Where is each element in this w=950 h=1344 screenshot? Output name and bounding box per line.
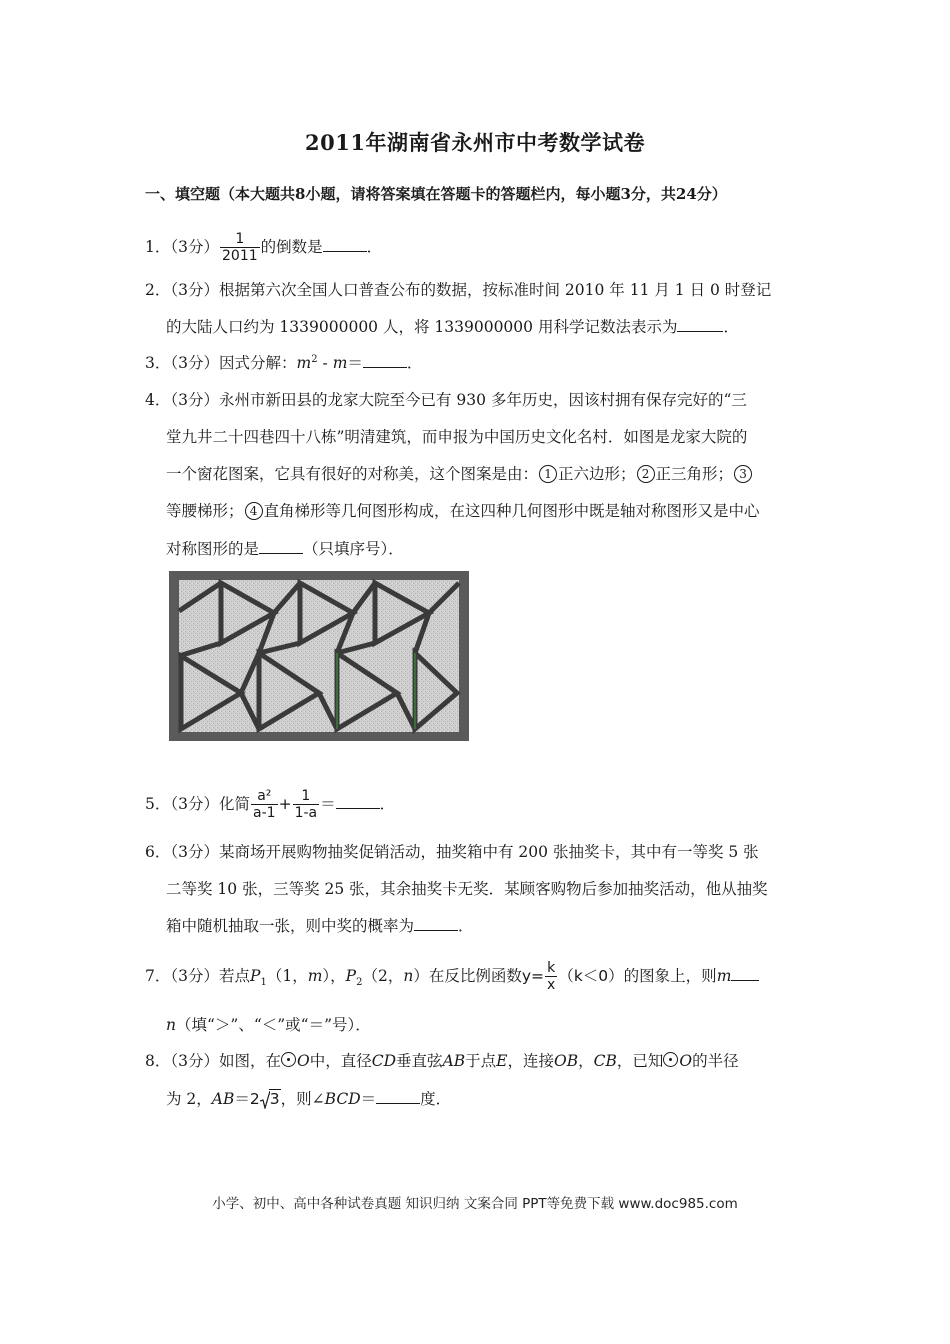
question-2-line-2: 的大陆人口约为 1339000000 人，将 1339000000 用科学记数法表示为 ． xyxy=(166,318,739,336)
question-4: 4．（3分）永州市新田县的龙家大院至今已有 930 多年历史，因该村拥有保存完好的“三 xyxy=(145,391,747,409)
question-3: 3．（3分）因式分解：$m^2 - m=$ ． xyxy=(145,353,423,372)
question-4-line-5: 对称图形的是 （只填序号）． xyxy=(166,540,404,558)
square-root: 3 xyxy=(260,1090,281,1108)
question-7: 7．（3分）若点$P_1(1$，m），$P_2(2$，n）在反比例函数y= $\frac{k}{x}$ （k＜0）的图象上，则m xyxy=(145,960,759,994)
answer-blank[interactable] xyxy=(363,353,407,368)
fraction: $\frac{1}{2011}$ xyxy=(222,231,258,264)
question-4-line-4: 等腰梯形； 4 直角梯形等几何图形构成，在这四种几何图形中既是轴对称图形又是中心 xyxy=(166,502,760,520)
question-8: 8．（3分）如图，在 O中，直径CD垂直弦AB于点E，连接OB，CB，已知 O的半径 xyxy=(145,1052,739,1070)
circle-dot-symbol xyxy=(663,1052,678,1067)
question-6: 6．（3分）某商场开展购物抽奖促销活动，抽奖箱中有 200 张抽奖卡，其中有一等奖 5 张 xyxy=(145,843,759,861)
answer-blank[interactable] xyxy=(677,317,723,332)
answer-blank[interactable] xyxy=(731,966,759,981)
fraction: $\frac{k}{x}$ xyxy=(547,960,556,993)
fraction: $\frac{\text{a²}}{a-1}$ xyxy=(253,788,276,821)
question-5: 5．（3分）化简 $\frac{\text{a²}}{a-1}$ + $\frac{1}{1-a}$ ＝ ． xyxy=(145,788,396,821)
page-title: 2011年湖南省永州市中考数学试卷 xyxy=(305,130,645,155)
answer-blank[interactable] xyxy=(336,794,380,809)
answer-blank[interactable] xyxy=(414,916,458,931)
answer-blank[interactable] xyxy=(323,237,367,252)
question-2: 2．（3分）根据第六次全国人口普查公布的数据，按标准时间 2010 年 11 月 1 日 0 时登记 xyxy=(145,281,772,299)
answer-blank[interactable] xyxy=(376,1089,420,1104)
question-4-line-2: 堂九井二十四巷四十八栋”明清建筑，而申报为中国历史文化名村．如图是龙家大院的 xyxy=(166,428,748,446)
question-7-line-2: n（填“＞”、“＜”或“＝”号）． xyxy=(166,1016,371,1034)
window-lattice-figure xyxy=(169,571,469,741)
question-8-line-2: 为 2，AB＝2 3，则∠BCD＝ 度． xyxy=(166,1090,452,1108)
answer-blank[interactable] xyxy=(259,539,303,554)
question-6-line-3: 箱中随机抽取一张，则中奖的概率为 ． xyxy=(166,917,474,935)
fraction: $\frac{1}{1-a}$ xyxy=(294,788,318,821)
question-4-line-3: 一个窗花图案，它具有很好的对称美，这个图案是由： 1 正六边形； 2 正三角形； 3 xyxy=(166,462,753,484)
circle-dot-symbol xyxy=(281,1052,296,1067)
question-1: 1．（3分） $\frac{1}{2011}$ 的倒数是 ． xyxy=(145,231,383,264)
section-heading: 一、填空题（本大题共8小题，请将答案填在答题卡的答题栏内，每小题3分，共24分） xyxy=(145,185,727,203)
question-6-line-2: 二等奖 10 张，三等奖 25 张，其余抽奖卡无奖．某顾客购物后参加抽奖活动，他从抽奖 xyxy=(166,880,768,898)
page-footer: 小学、初中、高中各种试卷真题 知识归纳 文案合同 PPT等免费下载 www.doc985.com xyxy=(212,1196,738,1212)
